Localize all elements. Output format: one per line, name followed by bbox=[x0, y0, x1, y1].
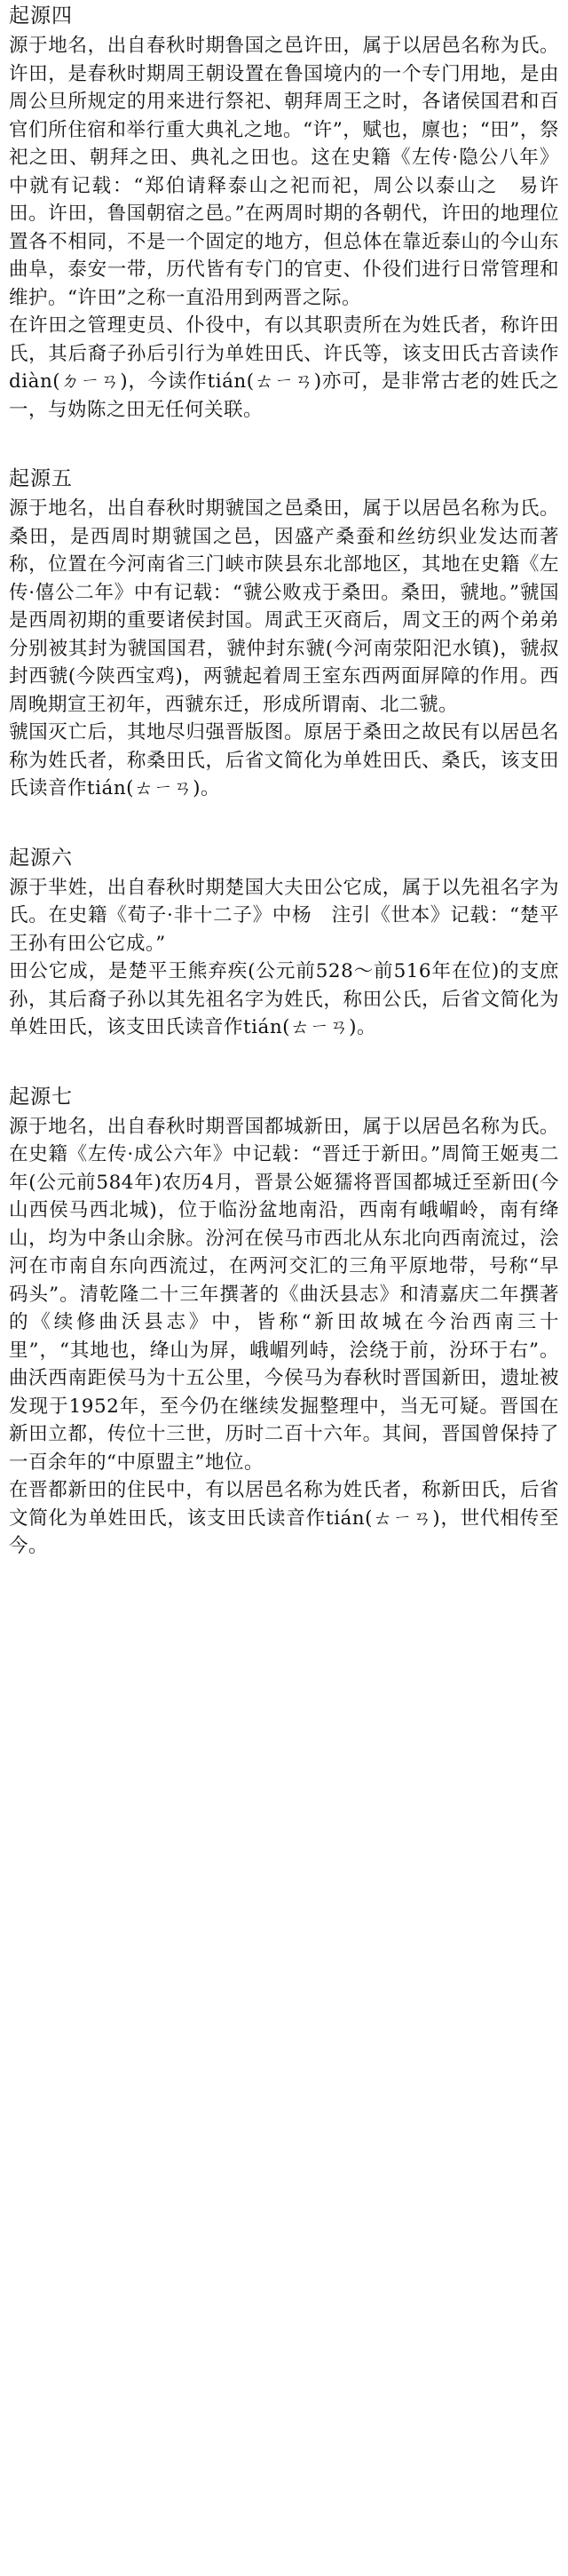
paragraph: 虢国灭亡后，其地尽归强晋版图。原居于桑田之故民有以居邑名称为姓氏者，称桑田氏，后省文简化为单姓田氏、桑氏，该支田氏读音作tián(ㄊㄧㄢ)。 bbox=[9, 721, 559, 799]
paragraph: 田公它成，是楚平王熊弃疾(公元前528～前516年在位)的支庶孙，其后裔子孙以其先祖名字为姓氏，称田公氏，后省文简化为单姓田氏，该支田氏读音作tián(ㄊㄧㄢ)。 bbox=[9, 960, 559, 1038]
paragraph: 在晋都新田的住民中，有以居邑名称为姓氏者，称新田氏，后省文简化为单姓田氏，该支田氏读音作tián(ㄊㄧㄢ)，世代相传至今。 bbox=[9, 1479, 559, 1557]
section-heading: 起源四 bbox=[9, 4, 73, 28]
paragraph: 在许田之管理吏员、仆役中，有以其职责所在为姓氏者，称许田氏，其后裔子孙后引行为单姓田氏、许氏等，该支田氏古音读作diàn(ㄉㄧㄢ)，今读作tián(ㄊㄧㄢ)亦可，是非常古老的姓氏之一，与妫陈之田无任何关联。 bbox=[9, 314, 559, 421]
paragraph: 源于地名，出自春秋时期晋国都城新田，属于以居邑名称为氏。在史籍《左传·成公六年》中记载：“晋迁于新田。”周简王姬夷二年(公元前584年)农历4月，晋景公姬獳将晋国都城迁至新田(今山西侯马西北城)，位于临汾盆地南沿，西南有峨嵋岭，南有绛山，均为中条山余脉。汾河在侯马市西北从东北向西南流过，浍河在市南自东向西流过，在两河交汇的三角平原地带，号称“早码头”。清乾隆二十三年撰著的《曲沃县志》和清嘉庆二年撰著的《续修曲沃县志》中，皆称“新田故城在今治西南三十里”，“其地也，绛山为屏，峨嵋列峙，浍绕于前，汾环于右”。曲沃西南距侯马为十五公里，今侯马为春秋时晋国新田，遗址被发现于1952年，至今仍在继续发掘整理中，当无可疑。晋国在新田立都，传位十三世，历时二百十六年。其间，晋国曾保持了一百余年的“中原盟主”地位。 bbox=[9, 1115, 559, 1474]
section-heading: 起源六 bbox=[9, 846, 73, 870]
origin-section-5 bbox=[9, 465, 559, 803]
section-heading: 起源七 bbox=[9, 1085, 73, 1109]
paragraph: 源于地名，出自春秋时期鲁国之邑许田，属于以居邑名称为氏。许田，是春秋时期周王朝设置在鲁国境内的一个专门用地，是由周公旦所规定的用来进行祭祀、朝拜周王之时，各诸侯国君和百官们所住宿和举行重大典礼之地。“许”，赋也，廪也；“田”，祭祀之田、朝拜之田、典礼之田也。这在史籍《左传·隐公八年》中就有记载：“郑伯请释泰山之祀而祀，周公以泰山之 易许田。许田，鲁国朝宿之邑。”在两周时期的各朝代，许田的地理位置各不相同，不是一个固定的地方，但总体在靠近泰山的今山东曲阜，泰安一带，历代皆有专门的官吏、仆役们进行日常管理和维护。“许田”之称一直沿用到两晋之际。 bbox=[9, 35, 559, 309]
origin-section-6 bbox=[9, 844, 559, 1042]
section-heading: 起源五 bbox=[9, 467, 73, 490]
paragraph: 源于芈姓，出自春秋时期楚国大夫田公它成，属于以先祖名字为氏。在史籍《荀子·非十二子》中杨 注引《世本》记载：“楚平王孙有田公它成。” bbox=[9, 876, 559, 955]
origin-section-4 bbox=[9, 2, 559, 424]
paragraph: 源于地名，出自春秋时期虢国之邑桑田，属于以居邑名称为氏。桑田，是西周时期虢国之邑，因盛产桑蚕和丝纺织业发达而著称，位置在今河南省三门峡市陕县东北部地区，其地在史籍《左传·僖公二年》中有记载：“虢公败戎于桑田。桑田，虢地。”虢国是西周初期的重要诸侯封国。周武王灭商后，周文王的两个弟弟分别被其封为虢国国君，虢仲封东虢(今河南荥阳汜水镇)，虢叔封西虢(今陕西宝鸡)，两虢起着周王室东西两面屏障的作用。西周晚期宣王初年，西虢东迁，形成所谓南、北二虢。 bbox=[9, 497, 559, 716]
origin-section-7 bbox=[9, 1083, 559, 1561]
